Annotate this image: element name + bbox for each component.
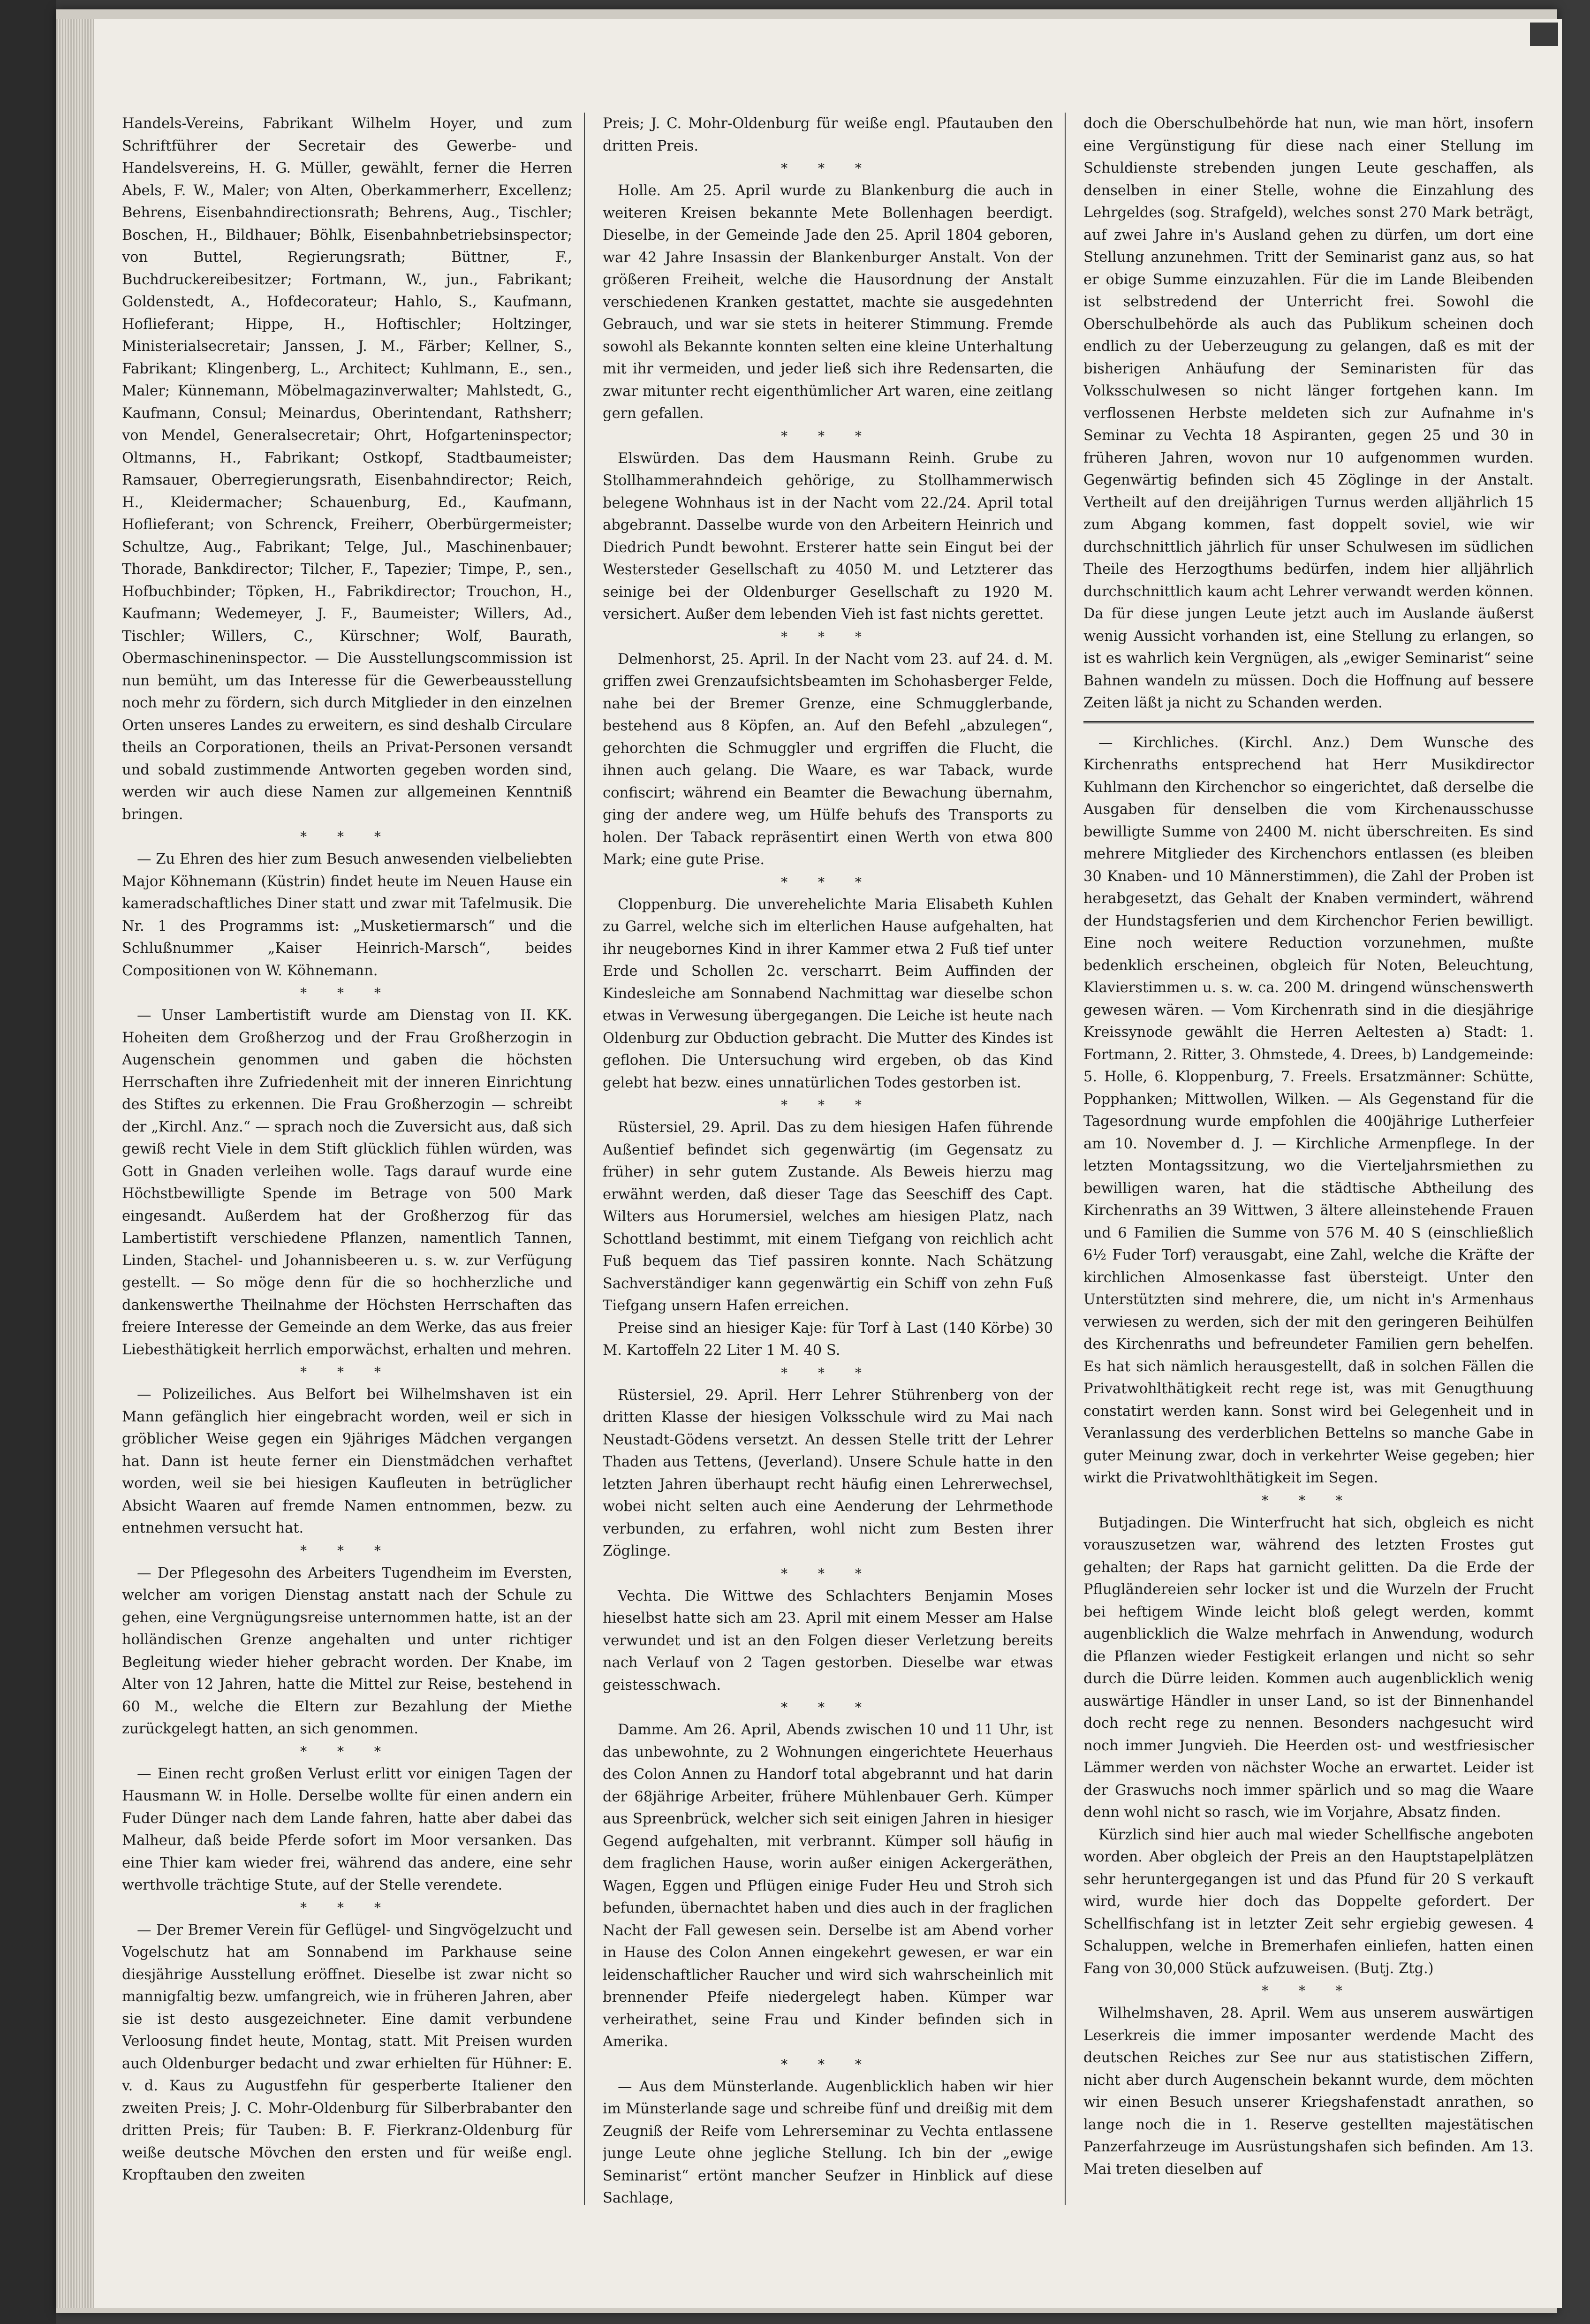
section-separator: * * *: [300, 1743, 394, 1759]
scan-corner: [1530, 23, 1558, 46]
article-text: — Unser Lambertistift wurde am Dienstag von II. KK. Hoheiten dem Großherzog und der Frau Großherzogin in Augenschein genommen und gaben die höchsten Herrschaften ihre Zufriedenheit mit der inneren Einrichtung des Stiftes zu erkennen. Die Frau Großherzogin — schreibt der „Kirchl. Anz.“ — sprach noch die Zuversicht aus, daß sich gewiß recht Viele in dem Stift glücklich fühlen würden, was Gott in Gnaden verleihen wolle. Tags darauf wurde eine Höchstbewilligte Spende im Betrage von 500 Mark eingesandt. Außerdem hat der Großherzog für das Lambertistift verschiedene Pflanzen, namentlich Tannen, Linden, Stachel- und Johannisbeeren u. s. w. zur Verfügung gestellt. — So möge denn für die so hochherzliche und dankenswerthe Theilnahme der Höchsten Herrschaften das freiere Interesse der Gemeinde an dem Werke, das aus freier Liebesthätigkeit herrlich emporwächst, erhalten und mehren.: [122, 1007, 572, 1358]
article-text: — Kirchliches. (Kirchl. Anz.) Dem Wunsche des Kirchenraths entsprechend hat Herr Musikdirector Kuhlmann den Kirchenchor so eingerichtet, daß derselbe die Ausgaben für denselben die vom Kirchenausschusse bewilligte Summe von 2400 M. nicht überschreiten. Es sind mehrere Mitglieder des Kirchenchors entlassen (es bleiben 30 Knaben- und 10 Männerstimmen), die Zahl der Proben ist herabgesetzt, das Gehalt der Knaben vermindert, während der Hundstagsferien und dem Kirchenchor Ferien bewilligt. Eine noch weitere Reduction vorzunehmen, mußte bedenklich erscheinen, obgleich für Noten, Beleuchtung, Klavierstimmen u. s. w. ca. 200 M. dringend wünschenswerth gewesen wären. — Vom Kirchenrath sind in die diesjährige Kreissynode gewählt die Herren Aeltesten a) Stadt: 1. Fortmann, 2. Ritter, 3. Ohmstede, 4. Drees, b) Landgemeinde: 5. Holle, 6. Kloppenburg, 7. Freels. Ersatzmänner: Schütte, Popphanken; Mittwollen, Wilken. — Als Gegenstand für die Tagesordnung wurde empfohlen die 400jährige Lutherfeier am 10. November d. J. — Kirchliche Armenpflege. In der letzten Montagssitzung, wo die Vierteljahrsmiethen zu bewilligen waren, hat die städtische Abtheilung des Kirchenraths an 39 Wittwen, 3 ältere alleinstehende Frauen und 6 Familien die Summe von 576 M. 40 S (einschließlich 6½ Fuder Torf) verausgabt, eine Zahl, welche die Kräfte der kirchlichen Almosenkasse fast übersteigt. Unter den Unterstützten sind mehrere, die, um nicht in's Armenhaus verwiesen zu werden, sich der mit den geringeren Beihülfen des Kirchenraths und befreundeter Familien gern behelfen. Es hat sich nämlich herausgestellt, daß in solchen Fällen die Privatwohlthätigkeit recht rege ist, was mit Genugthuung constatirt werden kann. Sonst wird bei Gelegenheit und in Veranlassung des verderblichen Bettelns so manche Gabe in guter Meinung zwar, doch in verkehrter Weise gegeben; hier wirkt die Privatwohlthätigkeit im Segen.: [1083, 734, 1534, 1486]
article-text: — Der Pflegesohn des Arbeiters Tugendheim im Eversten, welcher am vorigen Dienstag anstatt nach der Schule zu gehen, eine Vergnügungsreise unternommen hatte, ist an der holländischen Grenze angehalten und unter richtiger Begleitung wieder hieher gebracht worden. Der Knabe, im Alter von 12 Jahren, hatte die Mittel zur Reise, bestehend in 60 M., welche die Eltern zur Bezahlung der Miethe zurückgelegt hatten, an sich genommen.: [122, 1565, 572, 1737]
section-separator: * * *: [1262, 1492, 1355, 1508]
section-separator: * * *: [300, 1899, 394, 1915]
column-rule: [584, 113, 585, 2205]
article-text: Butjadingen. Die Winterfrucht hat sich, obgleich es nicht vorauszusetzen war, während des letzten Frostes gut gehalten; der Raps hat garnicht gelitten. Da die Erde der Pflugländereien sehr locker ist und die Wurzeln der Frucht bei heftigem Winde leicht bloß gelegt werden, kommt augenblicklich die Walze mehrfach in Anwendung, wodurch die Pflanzen wieder Festigkeit erlangen und nicht so sehr durch die Dürre leiden. Kommen auch augenblicklich wenig auswärtige Händler in unser Land, so ist der Binnenhandel doch recht rege zu nennen. Besonders nachgesucht wird noch immer Jungvieh. Die Heerden ost- und westfriesischer Lämmer werden von nächster Woche an erwartet. Leider ist der Graswuchs noch immer spärlich und so mag die Waare denn wohl nicht so rasch, wie im Vorjahre, Absatz finden.: [1083, 1514, 1534, 1821]
scan-background: [0, 0, 56, 2324]
page-edges: [56, 19, 98, 2308]
column-rule: [1065, 113, 1066, 2205]
section-separator: * * *: [781, 428, 875, 444]
article-text: Delmenhorst, 25. April. In der Nacht vom 23. auf 24. d. M. griffen zwei Grenzaufsichtsbeamten im Schohasberger Felde, nahe bei der Bremer Grenze, eine Schmugglerbande, bestehend aus 8 Köpfen, an. Auf den Befehl „abzulegen“, gehorchten die Schmuggler und ergriffen die Flucht, die ihnen auch gelang. Die Waare, es war Taback, wurde confiscirt; während ein Beamter die Bewachung übernahm, ging der andere weg, um Hülfe behufs des Transports zu holen. Der Taback repräsentirt einen Werth von etwa 800 Mark; eine gute Prise.: [603, 651, 1053, 868]
article-text: — Einen recht großen Verlust erlitt vor einigen Tagen der Hausmann W. in Holle. Derselbe wollte für einen andern ein Fuder Dünger nach dem Lande fahren, hatte aber dabei das Malheur, daß beide Pferde sofort im Moor versanken. Das eine Thier kam wieder frei, während das andere, eine sehr werthvolle trächtige Stute, auf der Stelle verendete.: [122, 1765, 572, 1893]
column-3: [1083, 113, 1534, 2205]
section-rule: [1083, 721, 1534, 723]
section-separator: * * *: [781, 2056, 875, 2072]
article-text: Handels-Vereins, Fabrikant Wilhelm Hoyer, und zum Schriftführer der Secretair des Gewerbe- und Handelsvereins, H. G. Müller, gewählt, ferner die Herren Abels, F. W., Maler; von Alten, Oberkammerherr, Excellenz; Behrens, Eisenbahndirectionsrath; Behrens, Aug., Tischler; Boschen, H., Bildhauer; Böhlk, Eisenbahnbetriebsinspector; von Buttel, Regierungsrath; Büttner, F., Buchdruckereibesitzer; Fortmann, W., jun., Fabrikant; Goldenstedt, A., Hofdecorateur; Hahlo, S., Kaufmann, Hoflieferant; Hippe, H., Hoftischler; Holtzinger, Ministerialsecretair; Janssen, J. M., Färber; Kellner, S., Fabrikant; Klingenberg, L., Architect; Kuhlmann, E., sen., Maler; Künnemann, Möbelmagazinverwalter; Mahlstedt, G., Kaufmann, Consul; Meinardus, Oberintendant, Rathsherr; von Mendel, Generalsecretair; Ohrt, Hofgarteninspector; Oltmanns, H., Fabrikant; Ostkopf, Stadtbaumeister; Ramsauer, Oberregierungsrath, Eisenbahndirector; Reich, H., Kleidermacher; Schauenburg, Ed., Kaufmann, Hoflieferant; von Schrenck, Freiherr, Oberbürgermeister; Schultze, Aug., Fabrikant; Telge, Jul., Maschinenbauer; Thorade, Bankdirector; Tilcher, F., Tapezier; Timpe, P., sen., Hofbuchbinder; Töpken, H., Fabrikdirector; Trouchon, H., Kaufmann; Wedemeyer, J. F., Baumeister; Willers, Ad., Tischler; Willers, C., Kürschner; Wolf, Baurath, Obermaschineninspector. — Die Ausstellungscommission ist nun bemüht, um das Interesse für die Gewerbeausstellung noch mehr zu fördern, sich durch Mitglieder in den einzelnen Orten unseres Landes zu erweitern, es sind deshalb Circulare theils an Corporationen, theils an Privat-Personen versandt und sobald zustimmende Antworten gegeben worden sind, werden wir auch diese Namen zur allgemeinen Kenntniß bringen.: [122, 115, 572, 823]
section-separator: * * *: [781, 1365, 875, 1381]
article-text: — Zu Ehren des hier zum Besuch anwesenden vielbeliebten Major Köhnemann (Küstrin) findet heute im Neuen Hause ein kameradschaftliches Diner statt und zwar mit Tafelmusik. Die Nr. 1 des Programms ist: „Musketiermarsch“ und die Schlußnummer „Kaiser Heinrich-Marsch“, beides Compositionen von W. Köhnemann.: [122, 851, 572, 979]
section-separator: * * *: [300, 1364, 394, 1380]
section-separator: * * *: [1262, 1983, 1355, 1998]
section-separator: * * *: [300, 985, 394, 1001]
article-text: Preis; J. C. Mohr-Oldenburg für weiße engl. Pfautauben den dritten Preis.: [603, 115, 1053, 154]
article-text: Wilhelmshaven, 28. April. Wem aus unserem auswärtigen Leserkreis die immer imposanter werdende Macht des deutschen Reiches zur See nur aus statistischen Ziffern, nicht aber durch Augenschein bekannt wurde, dem möchten wir einen Besuch unserer Kriegshafenstadt anrathen, so lange noch die in 1. Reserve gestellten majestätischen Panzerfahrzeuge im Ausrüstungshafen sich befinden. Am 13. Mai treten dieselben auf: [1083, 2005, 1534, 2178]
article-text: — Aus dem Münsterlande. Augenblicklich haben wir hier im Münsterlande sage und schreibe fünf und dreißig mit dem Zeugniß der Reife vom Lehrerseminar zu Vechta entlassene junge Leute ohne jegliche Stellung. Ich bin der „ewige Seminarist“ ertönt mancher Seufzer in Hinblick auf diese Sachlage,: [603, 2078, 1053, 2205]
article-text: Cloppenburg. Die unverehelichte Maria Elisabeth Kuhlen zu Garrel, welche sich im elterlichen Hause aufgehalten, hat ihr neugebornes Kind in ihrer Kammer etwa 2 Fuß tief unter Erde und Schollen 2c. verscharrt. Beim Auffinden der Kindesleiche am Sonnabend Nachmittag war dieselbe schon etwas in Verwesung übergegangen. Die Leiche ist heute nach Oldenburg zur Obduction gebracht. Die Mutter des Kindes ist geflohen. Die Untersuchung wird ergeben, ob das Kind gelebt hat bezw. eines unnatürlichen Todes gestorben ist.: [603, 896, 1053, 1091]
section-separator: * * *: [781, 1700, 875, 1715]
column-1: [122, 113, 572, 2205]
article-text: Preise sind an hiesiger Kaje: für Torf à Last (140 Körbe) 30 M. Kartoffeln 22 Liter 1 M. 40 S.: [603, 1320, 1053, 1359]
article-text: doch die Oberschulbehörde hat nun, wie man hört, insofern eine Vergünstigung für diese nach einer Stellung im Schuldienste strebenden jungen Leute geschaffen, als denselben in einer Stelle, wohne die Einzahlung des Lehrgeldes (sog. Strafgeld), welches sonst 270 Mark beträgt, auf zwei Jahre in's Ausland gehen zu dürfen, um dort eine Stellung anzunehmen. Tritt der Seminarist ganz aus, so hat er obige Summe einzuzahlen. Für die im Lande Bleibenden ist selbstredend der Unterricht frei. Sowohl die Oberschulbehörde als auch das Publikum scheinen doch endlich zu der Ueberzeugung zu gelangen, daß es mit der bisherigen Anhäufung der Seminaristen für das Volksschulwesen so nicht länger fortgehen kann. Im verflossenen Herbste meldeten sich zur Aufnahme in's Seminar zu Vechta 18 Aspiranten, gegen 25 und 30 in früheren Jahren, wovon nur 10 aufgenommen wurden. Gegenwärtig befinden sich 45 Zöglinge in der Anstalt. Vertheilt auf den dreijährigen Turnus werden alljährlich 15 zum Abgang kommen, fast doppelt soviel, wie wir durchschnittlich jährlich für unser Schulwesen im südlichen Theile des Herzogthums bedürfen, indem hier alljährlich durchschnittlich kaum acht Lehrer verwandt werden können. Da für diese jungen Leute jetzt auch im Auslande äußerst wenig Aussicht vorhanden ist, eine Stellung zu erlangen, so ist es wahrlich kein Vergnügen, als „ewiger Seminarist“ seine Bahnen wandeln zu müssen. Doch die Hoffnung auf bessere Zeiten läßt ja nicht zu Schanden werden.: [1083, 115, 1534, 711]
article-text: — Der Bremer Verein für Geflügel- und Singvögelzucht und Vogelschutz hat am Sonnabend im Parkhause seine diesjährige Ausstellung eröffnet. Dieselbe ist zwar nicht so mannigfaltig bezw. umfangreich, wie in früheren Jahren, aber sie ist desto ausgezeichneter. Eine damit verbundene Verloosung findet heute, Montag, statt. Mit Preisen wurden auch Oldenburger bedacht und zwar erhielten für Hühner: E. v. d. Kaus zu Augustfehn für gesperberte Italiener den zweiten Preis; J. C. Mohr-Oldenburg für Silberbrabanter den dritten Preis; für Tauben: B. F. Fierkranz-Oldenburg für weiße deutsche Mövchen den ersten und für weiße engl. Kropftauben den zweiten: [122, 1921, 572, 2183]
article-text: Vechta. Die Wittwe des Schlachters Benjamin Moses hieselbst hatte sich am 23. April mit einem Messer am Halse verwundet und ist an den Folgen dieser Verletzung bereits nach Verlauf von 2 Tagen gestorben. Dieselbe war etwas geistesschwach.: [603, 1587, 1053, 1694]
section-separator: * * *: [781, 160, 875, 176]
section-separator: * * *: [781, 1565, 875, 1581]
section-separator: * * *: [781, 1097, 875, 1113]
column-2: [603, 113, 1053, 2205]
article-text: Rüstersiel, 29. April. Das zu dem hiesigen Hafen führende Außentief befindet sich gegenwärtig (im Gegensatz zu früher) in sehr gutem Zustande. Als Beweis hierzu mag erwähnt werden, daß dieser Tage das Seeschiff des Capt. Wilters aus Horumersiel, welches am hiesigen Platz, nach Schottland bestimmt, mit einem Tiefgang von reichlich acht Fuß bequem das Tief passiren konnte. Nach Schätzung Sachverständiger kann gegenwärtig ein Schiff von zehn Fuß Tiefgang unsern Hafen erreichen.: [603, 1119, 1053, 1314]
section-separator: * * *: [300, 1542, 394, 1558]
section-separator: * * *: [781, 874, 875, 890]
article-text: Kürzlich sind hier auch mal wieder Schellfische angeboten worden. Aber obgleich der Preis an den Hauptstapelplätzen sehr heruntergegangen ist und das Pfund für 20 S verkauft wird, wurde hier doch das Doppelte gefordert. Der Schellfischfang ist in letzter Zeit sehr ergiebig gewesen. 4 Schaluppen, welche in Bremerhafen einliefen, hatten einen Fang von 30,000 Stück aufzuweisen. (Butj. Ztg.): [1083, 1826, 1534, 1977]
section-separator: * * *: [300, 829, 394, 844]
newspaper-page: [94, 19, 1562, 2308]
article-text: Rüstersiel, 29. April. Herr Lehrer Stührenberg von der dritten Klasse der hiesigen Volksschule wird zu Mai nach Neustadt-Gödens versetzt. An dessen Stelle tritt der Lehrer Thaden aus Tettens, (Jeverland). Unsere Schule hatte in den letzten Jahren überhaupt recht häufig einen Lehrerwechsel, wobei nicht selten auch eine Aenderung der Lehrmethode verbunden, zu erfahren, wohl nicht zum Besten ihrer Zöglinge.: [603, 1387, 1053, 1559]
article-text: — Polizeiliches. Aus Belfort bei Wilhelmshaven ist ein Mann gefänglich hier eingebracht worden, weil er sich in gröblicher Weise gegen ein 9jähriges Mädchen vergangen hat. Dann ist heute ferner ein Dienstmädchen verhaftet worden, weil sie bei hiesigen Kaufleuten in betrüglicher Absicht Waaren auf fremde Namen entnommen, bezw. zu entnehmen versucht hat.: [122, 1386, 572, 1536]
section-separator: * * *: [781, 629, 875, 645]
article-text: Damme. Am 26. April, Abends zwischen 10 und 11 Uhr, ist das unbewohnte, zu 2 Wohnungen eingerichtete Heuerhaus des Colon Annen zu Handorf total abgebrannt und hat darin der 68jährige Arbeiter, frühere Mühlenbauer Gerh. Kümper aus Spreenbrück, welcher sich seit einigen Jahren in hiesiger Gegend aufgehalten, mit verbrannt. Kümper soll häufig in dem fraglichen Hause, worin außer einigen Ackergeräthen, Wagen, Eggen und Pflügen einige Fuder Heu und Stroh sich befunden, übernachtet haben und dies auch in der fraglichen Nacht der Fall gewesen sein. Derselbe ist am Abend vorher in Hause des Colon Annen eingekehrt gewesen, er war ein leidenschaftlicher Raucher und wird sich wahrscheinlich mit brennender Pfeife niedergelegt haben. Kümper war verheirathet, seine Frau und Kinder befinden sich in Amerika.: [603, 1722, 1053, 2050]
article-text: Holle. Am 25. April wurde zu Blankenburg die auch in weiteren Kreisen bekannte Mete Bollenhagen beerdigt. Dieselbe, in der Gemeinde Jade den 25. April 1804 geboren, war 42 Jahre Insassin der Blankenburger Anstalt. Von der größeren Freiheit, welche die Hausordnung der Anstalt verschiedenen Kranken gestattet, machte sie ausgedehnten Gebrauch, und war sie stets in heiterer Stimmung. Fremde sowohl als Bekannte konnten selten eine kleine Unterhaltung mit ihr vermeiden, und jeder ließ sich ihre Redensarten, die zwar mitunter recht eigenthümlicher Art waren, eine zeitlang gern gefallen.: [603, 182, 1053, 422]
article-text: Elswürden. Das dem Hausmann Reinh. Grube zu Stollhammerahndeich gehörige, zu Stollhammerwisch belegene Wohnhaus ist in der Nacht vom 22./24. April total abgebrannt. Dasselbe wurde von den Arbeitern Heinrich und Diedrich Pundt bewohnt. Ersterer hatte sein Eingut bei der Westersteder Gesellschaft zu 4050 M. und Letzterer das seinige bei der Oldenburger Gesellschaft zu 1920 M. versichert. Außer dem lebenden Vieh ist fast nichts gerettet.: [603, 450, 1053, 623]
